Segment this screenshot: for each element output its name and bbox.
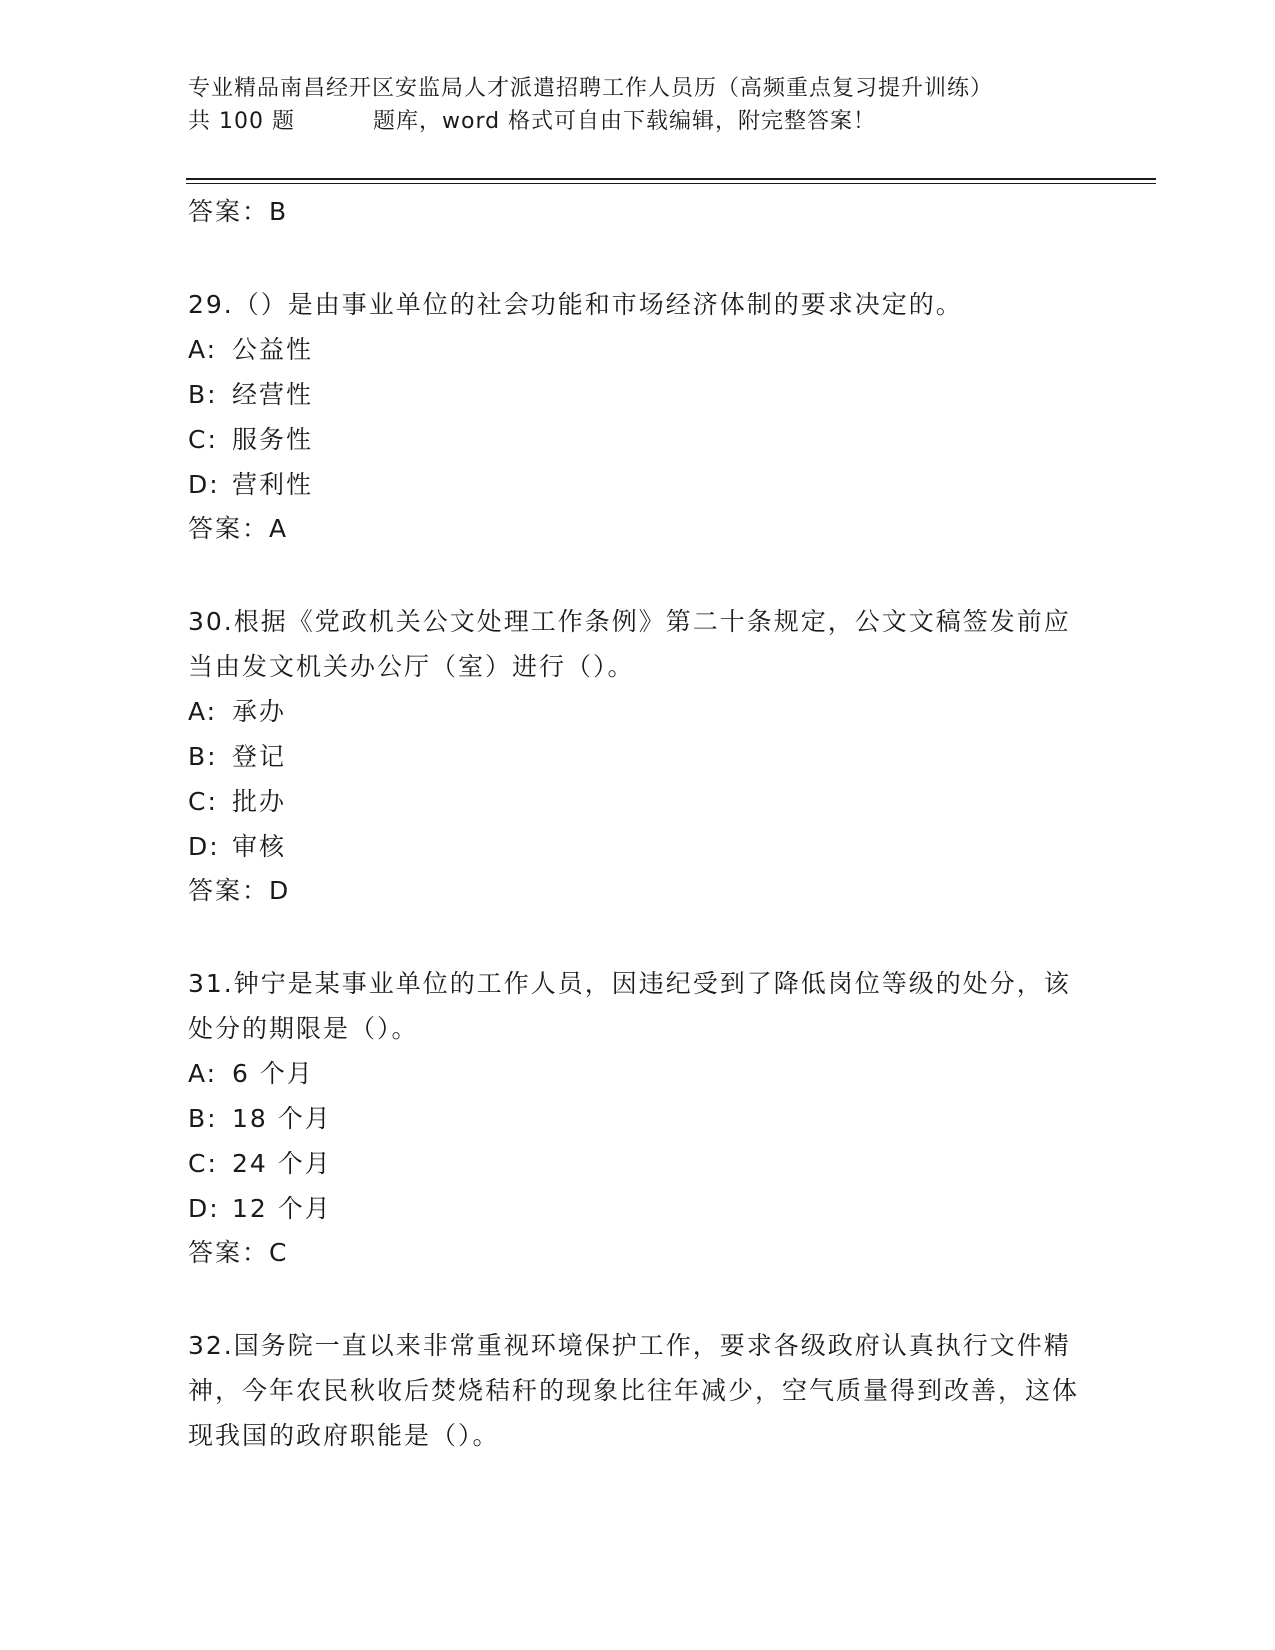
option-text: 审核 (232, 832, 287, 861)
option-text: 公益性 (232, 335, 314, 364)
option-letter: B: (188, 742, 218, 771)
option-letter: A: (188, 1059, 218, 1088)
option-text: 登记 (232, 742, 287, 771)
option-text: 经营性 (232, 380, 314, 409)
question-answer: 答案：D (188, 876, 291, 905)
page-header (188, 72, 1088, 138)
question-stem: 31.钟宁是某事业单位的工作人员，因违纪受到了降低岗位等级的处分，该处分的期限是（）。 (188, 969, 1071, 1043)
option-b (188, 372, 1088, 417)
option-letter: C: (188, 1149, 218, 1178)
option-text: 承办 (232, 697, 287, 726)
option-d (188, 462, 1088, 507)
option-text: 营利性 (232, 470, 314, 499)
previous-answer: 答案：B (188, 197, 289, 226)
document-title: 专业精品南昌经开区安监局人才派遣招聘工作人员历（高频重点复习提升训练） (188, 76, 994, 101)
question-item (188, 961, 1088, 1275)
option-letter: D: (188, 1194, 220, 1223)
option-text: 服务性 (232, 425, 314, 454)
document-subtitle (188, 105, 1088, 138)
option-text: 批办 (232, 787, 287, 816)
option-a (188, 689, 1088, 734)
option-letter: C: (188, 787, 218, 816)
header-divider-thick (186, 178, 1156, 180)
option-a (188, 1051, 1088, 1096)
question-list (188, 190, 1088, 1458)
question-answer: 答案：A (188, 514, 289, 543)
option-b (188, 1096, 1088, 1141)
option-d (188, 1186, 1088, 1231)
option-letter: B: (188, 380, 218, 409)
question-item (188, 1323, 1088, 1458)
question-item (188, 282, 1088, 551)
option-text: 24 个月 (232, 1149, 332, 1178)
option-c (188, 779, 1088, 824)
option-c (188, 1141, 1088, 1186)
option-d (188, 824, 1088, 869)
question-stem: 32.国务院一直以来非常重视环境保护工作，要求各级政府认真执行文件精神，今年农民秋收后焚烧秸秆的现象比往年减少，空气质量得到改善，这体现我国的政府职能是（）。 (188, 1331, 1080, 1450)
question-answer: 答案：C (188, 1238, 289, 1267)
question-count: 共 100 题 (188, 109, 295, 134)
option-a (188, 327, 1088, 372)
option-b (188, 734, 1088, 779)
option-text: 18 个月 (232, 1104, 332, 1133)
option-letter: A: (188, 697, 218, 726)
option-c (188, 417, 1088, 462)
option-letter: C: (188, 425, 218, 454)
option-letter: D: (188, 470, 220, 499)
question-stem: 30.根据《党政机关公文处理工作条例》第二十条规定，公文文稿签发前应当由发文机关办公厅（室）进行（）。 (188, 607, 1071, 681)
option-letter: A: (188, 335, 218, 364)
option-text: 6 个月 (232, 1059, 314, 1088)
question-item (188, 599, 1088, 913)
option-text: 12 个月 (232, 1194, 332, 1223)
header-divider-thin (186, 183, 1156, 184)
question-stem: 29.（）是由事业单位的社会功能和市场经济体制的要求决定的。 (188, 290, 963, 319)
option-letter: B: (188, 1104, 218, 1133)
option-letter: D: (188, 832, 220, 861)
format-note: 题库，word 格式可自由下载编辑，附完整答案！ (372, 109, 877, 134)
